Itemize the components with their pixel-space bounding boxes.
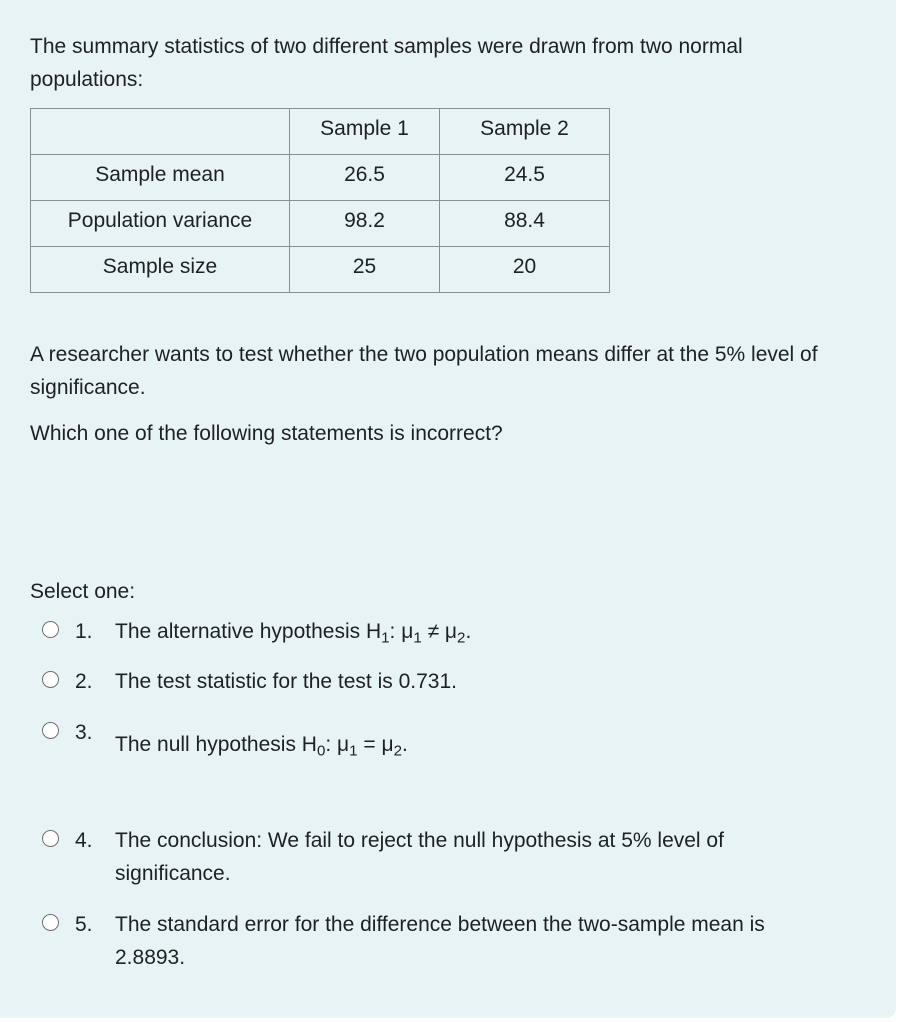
- table-cell: 25: [290, 247, 440, 293]
- question-intro: The summary statistics of two different samples were drawn from two normal populations:: [30, 35, 743, 91]
- option-text: The conclusion: We fail to reject the null hypothesis at 5% level of significance.: [115, 829, 724, 885]
- table-row: [31, 201, 610, 247]
- table-row: [31, 155, 610, 201]
- option-number: 2.: [75, 670, 93, 693]
- table-cell: 98.2: [290, 201, 440, 247]
- table-cell: 24.5: [440, 155, 610, 201]
- table-cell: 20: [440, 247, 610, 293]
- option-number: 1.: [75, 620, 93, 643]
- table-cell: Sample mean: [31, 155, 290, 201]
- table-header-cell: Sample 2: [440, 109, 610, 155]
- table-cell: Sample size: [31, 247, 290, 293]
- table-header-cell: [31, 109, 290, 155]
- select-one-prompt: Select one:: [30, 580, 136, 603]
- radio-button-1[interactable]: [42, 621, 59, 638]
- radio-button-4[interactable]: [42, 830, 59, 847]
- option-text: The alternative hypothesis $H_1$: $\mu_1 \ne \mu_2$.: [115, 620, 472, 647]
- table-header-cell: Sample 1: [290, 109, 440, 155]
- option-text: The test statistic for the test is 0.731.: [115, 670, 457, 693]
- summary-statistics-table: [30, 108, 610, 293]
- radio-button-2[interactable]: [42, 671, 59, 688]
- table-cell: 26.5: [290, 155, 440, 201]
- option-text: The standard error for the difference between the two-sample mean is 2.8893.: [115, 913, 765, 969]
- question-research-text: A researcher wants to test whether the two population means differ at the 5% level of significance.: [30, 343, 818, 399]
- table-cell: 88.4: [440, 201, 610, 247]
- option-number: 3.: [75, 721, 93, 744]
- table-header-row: [31, 109, 610, 155]
- question-text: Which one of the following statements is incorrect?: [30, 422, 503, 445]
- option-number: 4.: [75, 829, 93, 852]
- radio-button-3[interactable]: [42, 722, 59, 739]
- radio-button-5[interactable]: [42, 914, 59, 931]
- option-text: The null hypothesis $H_0$: $\mu_1 = \mu_2$.: [115, 733, 408, 760]
- option-number: 5.: [75, 913, 93, 936]
- table-cell: Population variance: [31, 201, 290, 247]
- table-row: [31, 247, 610, 293]
